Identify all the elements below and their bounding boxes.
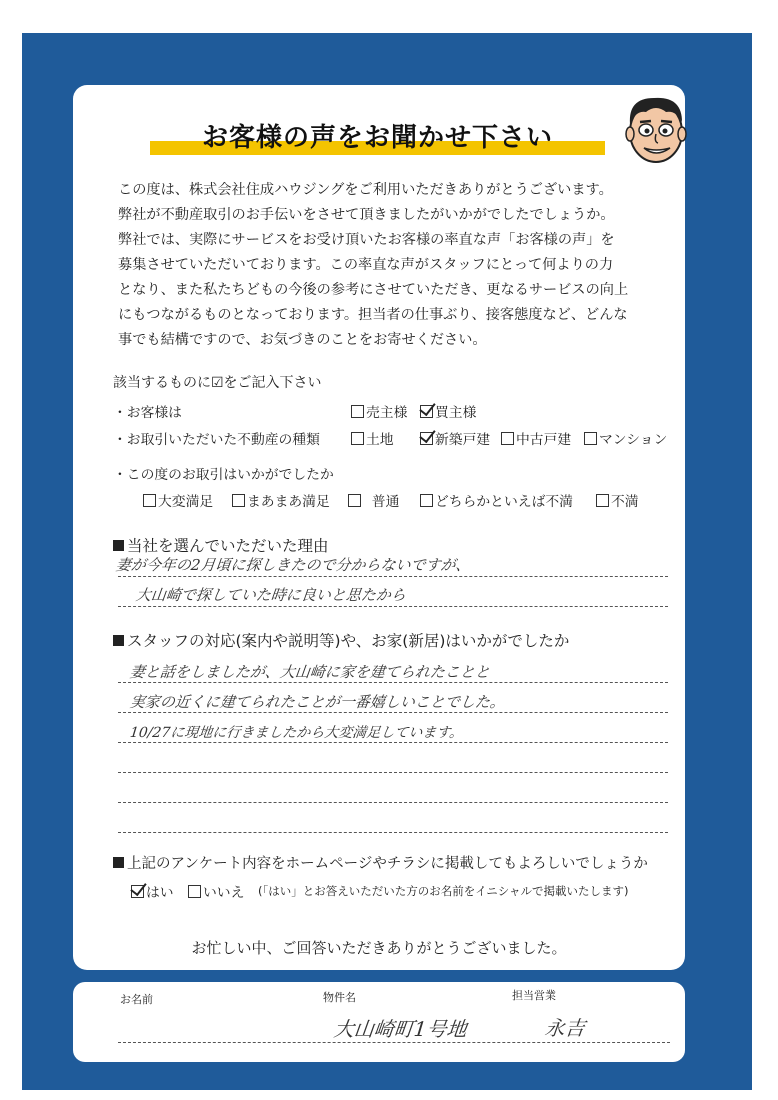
checkbox-icon[interactable] xyxy=(584,432,597,445)
answer-line xyxy=(118,682,668,683)
option-somewhat-dissatisfied[interactable]: どちらかといえば不満 xyxy=(420,490,573,510)
reason-answer-line: 妻が今年の2月頃に探しきたので分からないですが、 xyxy=(115,556,472,574)
intro-text xyxy=(118,178,678,353)
option-satisfied[interactable]: まあまあ満足 xyxy=(232,490,330,510)
checkbox-icon[interactable] xyxy=(351,432,364,445)
sales-rep-value: 永吉 xyxy=(543,1016,587,1040)
checked-checkbox-icon[interactable] xyxy=(420,432,433,445)
square-bullet-icon xyxy=(113,857,124,868)
intro-line: にもつながるものとなっております。担当者の仕事ぶり、接客態度など、どんな xyxy=(118,307,628,323)
mascot-face-icon xyxy=(616,88,696,168)
staff-heading: スタッフの対応(案内や説明等)や、お家(新居)はいかがでしたか xyxy=(113,629,569,651)
intro-line: 事でも結構ですので、お気づきのことをお寄せください。 xyxy=(118,332,487,348)
checkbox-icon[interactable] xyxy=(188,885,201,898)
checkbox-icon[interactable] xyxy=(351,405,364,418)
staff-answer-line: 妻と話をしましたが、大山崎に家を建てられたことと xyxy=(129,663,491,681)
checkbox-icon[interactable] xyxy=(420,494,433,507)
answer-line xyxy=(118,712,668,713)
closing-message: お忙しい中、ご回答いただきありがとうございました。 xyxy=(191,939,567,957)
checkbox-icon[interactable] xyxy=(232,494,245,507)
intro-line: 弊社が不動産取引のお手伝いをさせて頂きましたがいかがでしたでしょうか。 xyxy=(118,207,615,223)
intro-line: 募集させていただいております。この率直な声がスタッフにとって何よりの力 xyxy=(118,257,614,273)
publish-heading: 上記のアンケート内容をホームページやチラシに掲載してもよろしいでしょうか xyxy=(113,852,648,873)
reason-heading: 当社を選んでいただいた理由 xyxy=(113,534,329,556)
option-seller[interactable]: 売主様 xyxy=(351,401,407,421)
checkbox-icon[interactable] xyxy=(143,494,156,507)
square-bullet-icon xyxy=(113,540,124,551)
option-mansion[interactable]: マンション xyxy=(584,428,667,448)
title-area xyxy=(150,115,605,165)
sales-rep-label: 担当営業 xyxy=(512,989,556,1002)
customer-label: ・お客様は xyxy=(113,405,182,421)
answer-line xyxy=(118,576,668,577)
staff-answer-line: 実家の近くに建てられたことが一番嬉しいことでした。 xyxy=(129,693,506,711)
publish-yes[interactable]: はい xyxy=(131,881,174,901)
property-label: ・お取引いただいた不動産の種類 xyxy=(113,432,320,448)
option-new-house[interactable]: 新築戸建 xyxy=(420,428,490,448)
option-used-house[interactable]: 中古戸建 xyxy=(501,428,571,448)
answer-line xyxy=(118,742,668,743)
checkbox-icon[interactable] xyxy=(596,494,609,507)
property-name-value: 大山崎町1号地 xyxy=(332,1017,468,1041)
square-bullet-icon xyxy=(113,635,124,646)
intro-line: この度は、株式会社住成ハウジングをご利用いただきありがとうございます。 xyxy=(118,182,613,198)
satisfaction-label: ・この度のお取引はいかがでしたか xyxy=(113,467,334,483)
footer-line xyxy=(118,1042,670,1043)
option-very-satisfied[interactable]: 大変満足 xyxy=(143,490,213,510)
instruction-text: 該当するものに☑をご記入下さい xyxy=(113,375,322,391)
option-dissatisfied[interactable]: 不満 xyxy=(596,490,639,510)
option-buyer[interactable]: 買主様 xyxy=(420,401,476,421)
answer-line xyxy=(118,772,668,773)
answer-line xyxy=(118,832,668,833)
option-normal[interactable]: 普通 xyxy=(348,490,399,510)
checkbox-icon[interactable] xyxy=(501,432,514,445)
page-title: お客様の声をお聞かせ下さい xyxy=(201,123,553,153)
checkbox-icon[interactable] xyxy=(348,494,361,507)
staff-answer-line: 10/27に現地に行きましたから大変満足しています。 xyxy=(129,725,464,741)
intro-line: となり、また私たちどもの今後の参考にさせていただき、更なるサービスの向上 xyxy=(118,282,629,298)
intro-line: 弊社では、実際にサービスをお受け頂いたお客様の率直な声「お客様の声」を xyxy=(118,232,615,248)
checked-checkbox-icon[interactable] xyxy=(420,405,433,418)
reason-answer-line: 大山崎で探していた時に良いと思たから xyxy=(135,586,407,604)
publish-no[interactable]: いいえ xyxy=(188,881,244,901)
answer-line xyxy=(118,606,668,607)
option-land[interactable]: 土地 xyxy=(351,428,394,448)
name-label: お名前 xyxy=(120,993,153,1006)
property-name-label: 物件名 xyxy=(323,991,356,1004)
publish-note: (「はい」とお答えいただいた方のお名前をイニシャルで掲載いたします) xyxy=(258,884,629,898)
answer-line xyxy=(118,802,668,803)
checked-checkbox-icon[interactable] xyxy=(131,885,144,898)
